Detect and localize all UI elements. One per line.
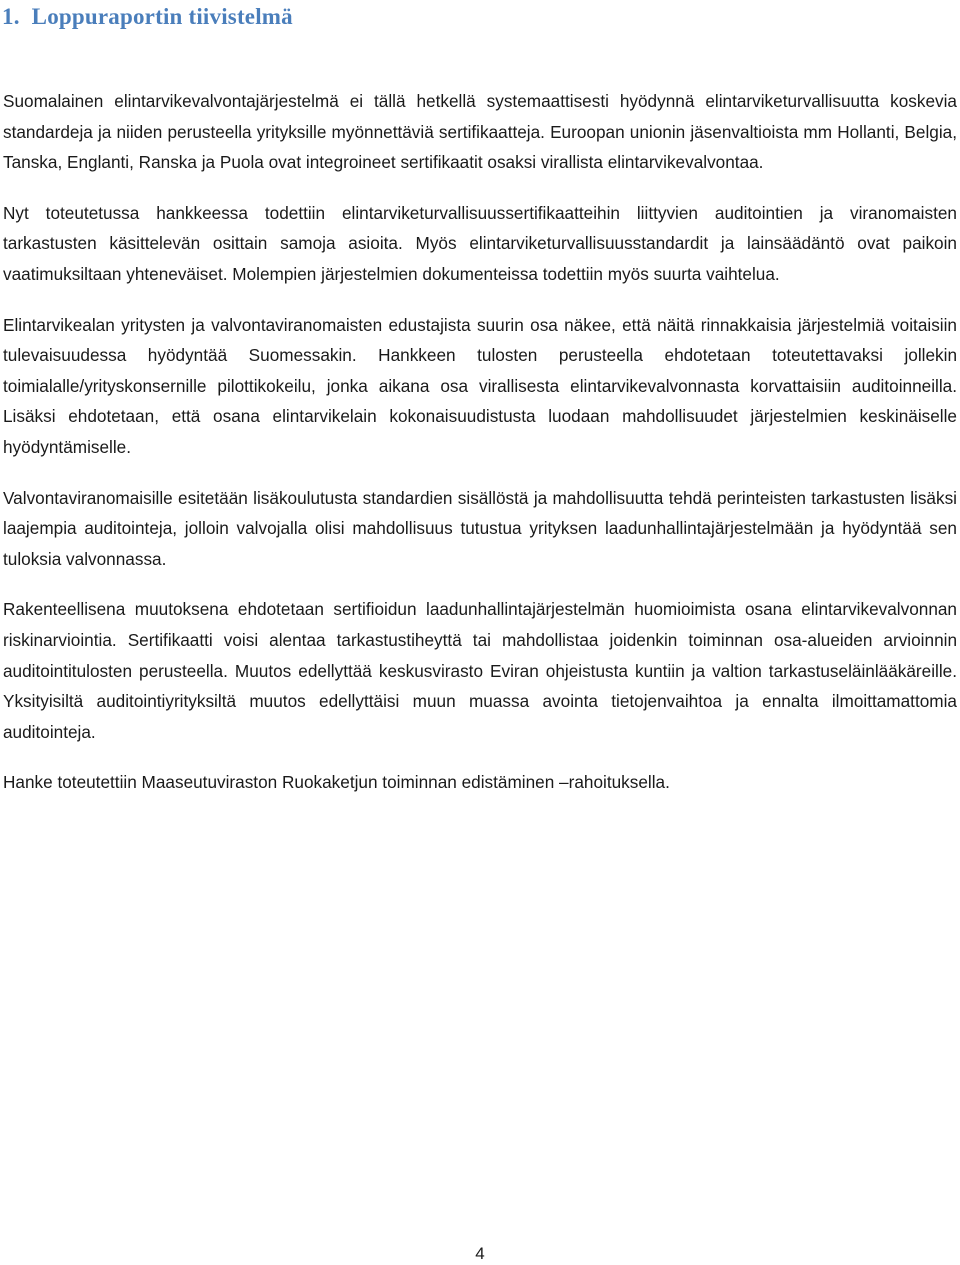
paragraph-6: Hanke toteutettiin Maaseutuviraston Ruokaketjun toiminnan edistäminen –rahoituksella. xyxy=(3,772,670,793)
paragraph-5: Rakenteellisena muutoksena ehdotetaan sertifioidun laadunhallintajärjestelmän huomioimista osana elintarvikevalvonnan riskinarviointia. Sertifikaatti voisi alentaa tarkastustiheyttä tai mahdollistaa joidenkin toiminnan osa-alueiden arvioinnin auditointitulosten perusteella. Muutos edellyttää keskusvirasto Eviran ohjeistusta kuntiin ja valtion tarkastuseläinlääkäreille. Yksityisiltä auditointiyrityksiltä muutos edellyttäisi muun muassa avointa tietojenvaihtoa ja ennalta ilmoittamattomia auditointeja. xyxy=(3,599,957,742)
section-title: Loppuraportin tiivistelmä xyxy=(31,4,293,29)
paragraph-2: Nyt toteutetussa hankkeessa todettiin elintarviketurvallisuussertifikaatteihin liittyvien auditointien ja viranomaisten tarkastusten käsittelevän osittain samoja asioita. Myös elintarviketurvallisuusstandardit ja lainsäädäntö ovat paikoin vaatimuksiltaan yhteneväiset. Molempien järjestelmien dokumenteissa todettiin myös suurta vaihtelua. xyxy=(3,202,957,284)
section-number: 1. xyxy=(2,4,20,29)
paragraph-3: Elintarvikealan yritysten ja valvontaviranomaisten edustajista suurin osa näkee, että näitä rinnakkaisia järjestelmiä voitaisiin tulevaisuudessa hyödyntää Suomessakin. Hankkeen tulosten perusteella ehdotetaan toteutettavaksi jollekin toimialalle/yrityskonsernille pilottikokeilu, jonka aikana osa virallisesta elintarvikevalvonnasta korvattaisiin auditoinneilla. Lisäksi ehdotetaan, että osana elintarvikelain kokonaisuudistusta luodaan mahdollisuudet järjestelmien keskinäiselle hyödyntämiselle. xyxy=(3,314,957,457)
paragraph-1: Suomalainen elintarvikevalvontajärjestelmä ei tällä hetkellä systemaattisesti hyödynnä elintarviketurvallisuutta koskevia standardeja ja niiden perusteella yrityksille myönnettäviä sertifikaatteja. Euroopan unionin jäsenvaltioista mm Hollanti, Belgia, Tanska, Englanti, Ranska ja Puola ovat integroineet sertifikaatit osaksi virallista elintarvikevalvontaa. xyxy=(3,91,957,173)
section-heading xyxy=(0,0,293,34)
page-number: 4 xyxy=(475,1244,485,1263)
summary-body xyxy=(3,86,957,818)
paragraph-4: Valvontaviranomaisille esitetään lisäkoulutusta standardien sisällöstä ja mahdollisuutta tehdä perinteisten tarkastusten lisäksi laajempia auditointeja, jolloin valvojalla olisi mahdollisuus tutustua yrityksen laadunhallintajärjestelmään ja hyödyntää sen tuloksia valvonnassa. xyxy=(3,487,957,569)
